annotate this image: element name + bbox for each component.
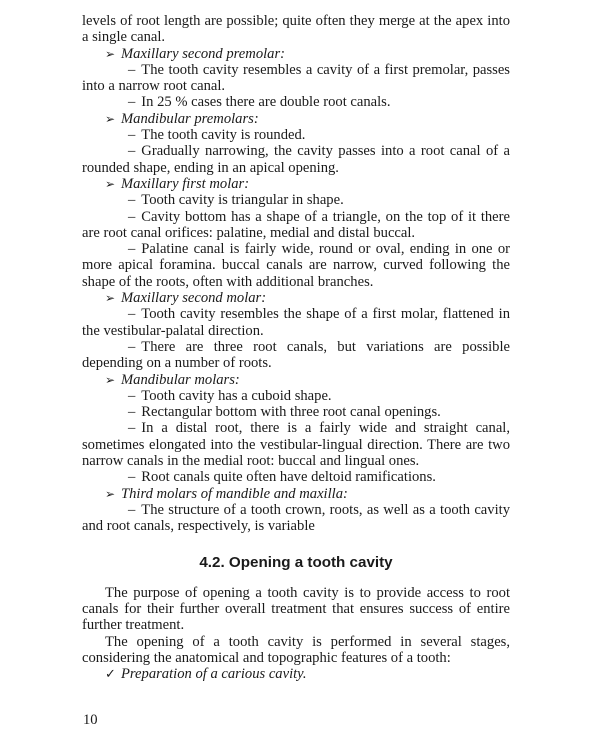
dash-mark: – [128, 338, 136, 355]
dash-item-text: Tooth cavity has a cuboid shape. [141, 387, 332, 404]
dash-item-text: Tooth cavity resembles the shape of a first molar, flattened in the vestibular-palatal direction. [82, 306, 510, 339]
dash-item [82, 469, 510, 485]
dash-item [82, 306, 510, 339]
dash-item [82, 143, 510, 176]
dash-item [82, 404, 510, 420]
tooth-heading-text: Maxillary first molar: [121, 175, 250, 192]
dash-item [82, 241, 510, 290]
dash-item [82, 339, 510, 372]
dash-mark: – [128, 143, 136, 160]
section-title: 4.2. Opening a tooth cavity [199, 553, 393, 571]
dash-mark: – [128, 501, 136, 518]
dash-item-text: In a distal root, there is a fairly wide and straight canal, sometimes elongated into the vestibular-lingual direction. There are two narrow canals in the medial root: buccal and lingual ones. [82, 420, 510, 470]
tooth-heading [82, 486, 510, 502]
dash-item [82, 127, 510, 143]
arrow-bullet-icon: ➢ [105, 46, 116, 61]
dash-item-text: Tooth cavity is triangular in shape. [141, 192, 344, 209]
dash-item-text: Cavity bottom has a shape of a triangle, on the top of it there are root canal orifices: palatine, medial and distal buccal. [82, 208, 510, 241]
tooth-heading-text: Mandibular molars: [121, 371, 240, 388]
tooth-heading [82, 176, 510, 192]
dash-item-text: The tooth cavity resembles a cavity of a first premolar, passes into a narrow root canal. [82, 61, 510, 95]
arrow-bullet-icon: ➢ [105, 176, 116, 191]
arrow-bullet-icon: ➢ [105, 486, 116, 501]
tooth-heading [82, 290, 510, 306]
paragraph: The purpose of opening a tooth cavity is to provide access to root canals for their further overall treatment that ensures success of entire further treatment. [82, 584, 510, 634]
dash-item-text: The tooth cavity is rounded. [141, 127, 306, 144]
arrow-bullet-icon: ➢ [105, 111, 116, 126]
page-number: 10 [83, 712, 98, 728]
page-text [82, 13, 510, 683]
arrow-bullet-icon: ➢ [105, 372, 116, 387]
dash-item-text: The structure of a tooth crown, roots, as well as a tooth cavity and root canals, respectively, is variable [82, 501, 510, 535]
dash-mark: – [128, 404, 136, 421]
tooth-heading-text: Maxillary second molar: [121, 290, 267, 307]
dash-item [82, 388, 510, 404]
checkmark-icon: ✓ [105, 666, 116, 682]
tooth-heading [82, 111, 510, 127]
tooth-heading [82, 46, 510, 62]
dash-mark: – [128, 420, 136, 437]
dash-mark: – [128, 208, 136, 225]
dash-item [82, 420, 510, 469]
tooth-heading [82, 372, 510, 388]
dash-mark: – [128, 241, 136, 258]
dash-item-text: Root canals quite often have deltoid ramifications. [141, 469, 436, 486]
dash-mark: – [128, 469, 136, 486]
tooth-heading-text: Maxillary second premolar: [121, 45, 286, 62]
paragraph: levels of root length are possible; quite often they merge at the apex into a single canal. [82, 13, 510, 46]
dash-item-text: Gradually narrowing, the cavity passes into a root canal of a rounded shape, ending in an apical opening. [82, 143, 510, 176]
check-item-text: Preparation of a carious cavity. [121, 666, 307, 683]
check-item [82, 666, 510, 682]
dash-mark: – [128, 192, 136, 209]
dash-item [82, 209, 510, 242]
arrow-bullet-icon: ➢ [105, 291, 116, 306]
dash-item [82, 502, 510, 535]
dash-item-text: Palatine canal is fairly wide, round or oval, ending in one or more apical foramina. buccal canals are narrow, curved following the shape of the roots, often with additional branches. [82, 241, 510, 290]
dash-mark: – [128, 94, 136, 111]
dash-mark: – [128, 61, 136, 78]
dash-mark: – [128, 127, 136, 144]
dash-item-text: In 25 % cases there are double root canals. [141, 94, 391, 111]
tooth-heading-text: Mandibular premolars: [121, 110, 259, 127]
dash-item-text: Rectangular bottom with three root canal openings. [141, 404, 441, 421]
dash-mark: – [128, 387, 136, 404]
paragraph: The opening of a tooth cavity is performed in several stages, considering the anatomical and topographic features of a tooth: [82, 633, 510, 666]
dash-item-text: There are three root canals, but variations are possible depending on a number of roots. [82, 338, 510, 372]
dash-item [82, 94, 510, 110]
tooth-heading-text: Third molars of mandible and maxilla: [121, 485, 348, 502]
dash-item [82, 62, 510, 95]
dash-mark: – [128, 306, 136, 323]
dash-item [82, 192, 510, 208]
